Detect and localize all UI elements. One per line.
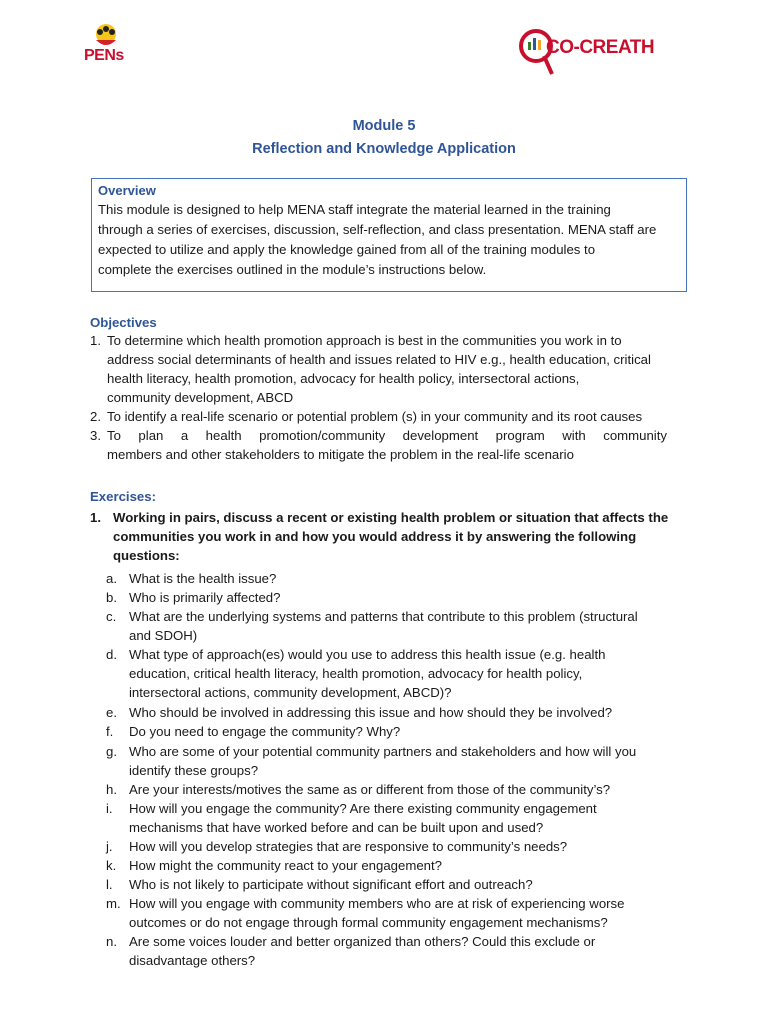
overview-title: Overview	[98, 183, 156, 198]
objective-line: members and other stakeholders to mitigate the problem in the real-life scenario	[107, 447, 574, 462]
exercise-item: 1. Working in pairs, discuss a recent or existing health problem or situation that affects the	[90, 510, 669, 525]
cocreath-logo-text: CO-CREATH	[546, 37, 655, 58]
overview-line: through a series of exercises, discussion, self-reflection, and class presentation. MENA staff are	[98, 222, 657, 237]
objective-item: 1. To determine which health promotion approach is best in the communities you work in to	[90, 333, 622, 348]
objective-line: health literacy, health promotion, advocacy for health policy, intersectoral actions,	[107, 371, 580, 386]
objectives-title: Objectives	[90, 315, 157, 330]
overview-box	[91, 178, 687, 292]
overview-line: expected to utilize and apply the knowledge gained from all of the training modules to	[98, 242, 596, 257]
objective-line: address social determinants of health and issues related to HIV e.g., health education, critical	[107, 352, 651, 367]
exercise-line: communities you work in and how you would address it by answering the following questions:	[113, 529, 637, 563]
overview-line: complete the exercises outlined in the module’s instructions below.	[98, 262, 487, 277]
overview-line: This module is designed to help MENA staff integrate the material learned in the training	[98, 202, 611, 217]
cocreath-logo	[516, 26, 655, 78]
pens-logo-text: PENs	[84, 47, 124, 64]
page-title: Reflection and Knowledge Application	[252, 141, 516, 157]
objective-line: community development, ABCD	[107, 390, 294, 405]
pens-logo	[82, 20, 142, 70]
exercises-title: Exercises:	[90, 489, 156, 504]
objective-item: 3. To plan a health promotion/community development program with community	[90, 428, 667, 443]
objective-item: 2. To identify a real-life scenario or potential problem (s) in your community and its root causes	[90, 409, 643, 424]
module-number: Module 5	[352, 118, 416, 134]
